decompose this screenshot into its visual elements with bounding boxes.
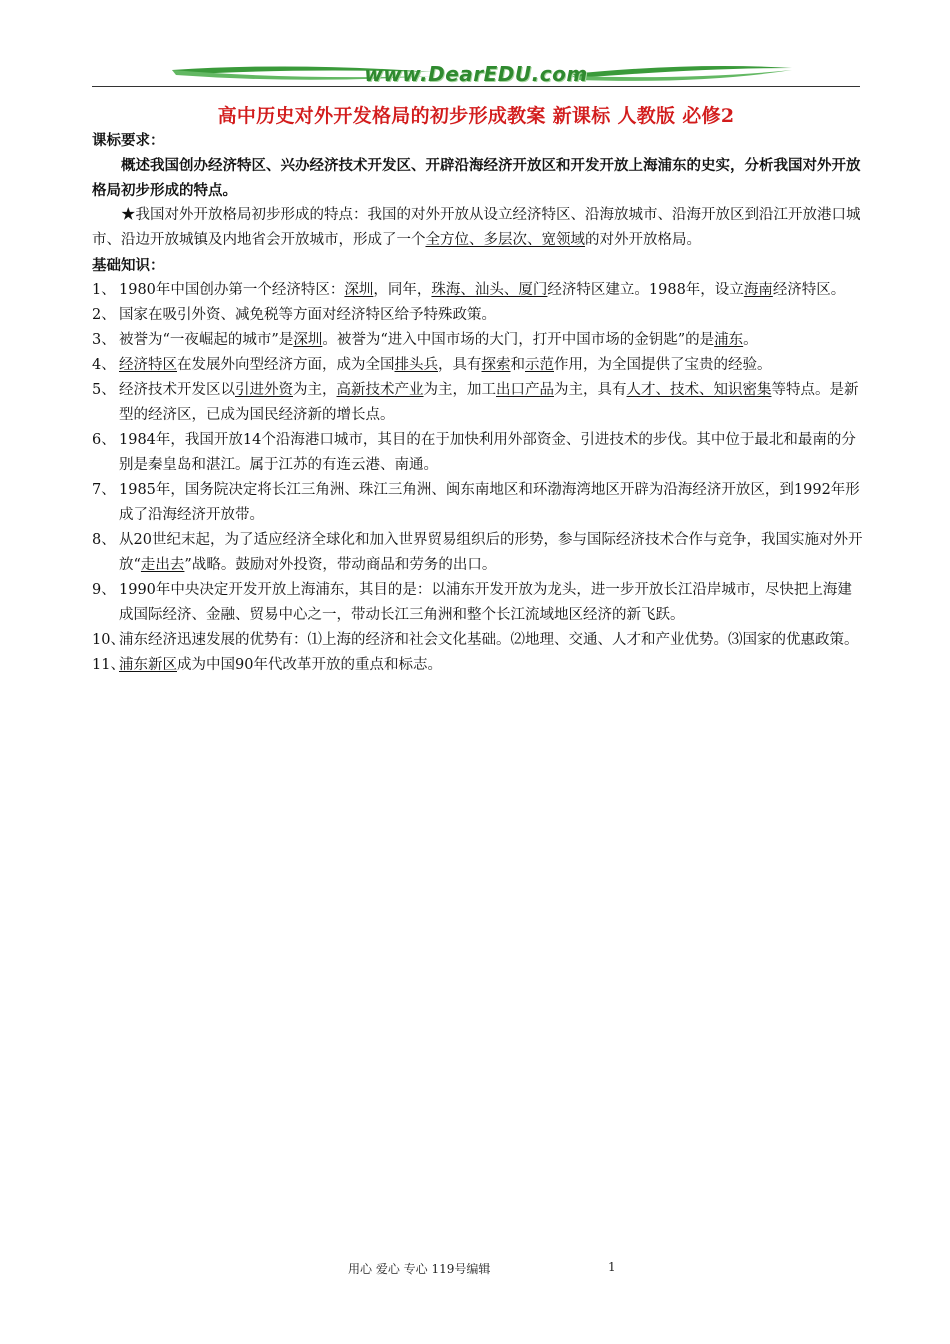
requirements-paragraph: 概述我国创办经济特区、兴办经济技术开发区、开辟沿海经济开放区和开发开放上海浦东的史实，分析我国对外开放格局初步形成的特点。 (92, 157, 861, 199)
features-text: ★我国对外开放格局初步形成的特点：我国的对外开放从设立经济特区、沿海放城市、沿海开放区到沿江开放港口城市、沿边开放城镇及内地省会开放城市，形成了一个 (92, 207, 861, 248)
features-paragraph (92, 203, 864, 253)
list-item: 11、 浦东新区成为中国90年代改革开放的重点和标志。 (92, 653, 864, 678)
header-rule (92, 86, 860, 87)
document-body (92, 128, 864, 678)
list-item: 2、 国家在吸引外资、减免税等方面对经济特区给予特殊政策。 (92, 303, 864, 328)
list-item: 6、 1984年，我国开放14个沿海港口城市，其目的在于加快利用外部资金、引进技术的步伐。其中位于最北和最南的分别是秦皇岛和湛江。属于江苏的有连云港、南通。 (92, 428, 864, 478)
item-number: 4、 (92, 357, 116, 373)
item-number: 8、 (92, 532, 116, 548)
features-underline: 全方位、多层次、宽领域 (425, 232, 585, 248)
item-number: 5、 (92, 382, 116, 398)
footer-text: 用心 爱心 专心 119号编辑 (348, 1262, 491, 1276)
item-number: 10、 (92, 632, 125, 648)
banner-text: www.DearEDU.com (364, 62, 588, 86)
item-number: 9、 (92, 582, 116, 598)
page-title: 高中历史对外开发格局的初步形成教案 新课标 人教版 必修2 (217, 105, 735, 127)
list-item: 7、 1985年，国务院决定将长江三角洲、珠江三角洲、闽东南地区和环渤海湾地区开辟为沿海经济开放区，到1992年形成了沿海经济开放带。 (92, 478, 864, 528)
list-item: 5、 经济技术开发区以引进外资为主，高新技术产业为主，加工出口产品为主，具有人才、技术、知识密集等特点。是新型的经济区，已成为国民经济新的增长点。 (92, 378, 864, 428)
features-text-end: 的对外开放格局。 (585, 232, 701, 248)
item-number: 3、 (92, 332, 116, 348)
list-item: 9、 1990年中央决定开发开放上海浦东，其目的是：以浦东开发开放为龙头，进一步开放长江沿岸城市，尽快把上海建成国际经济、金融、贸易中心之一，带动长江三角洲和整个长江流域地区经济的新飞跃。 (92, 578, 864, 628)
list-item: 10、 浦东经济迅速发展的优势有：⑴上海的经济和社会文化基础。⑵地理、交通、人才和产业优势。⑶国家的优惠政策。 (92, 628, 864, 653)
list-item: 4、 经济特区在发展外向型经济方面，成为全国排头兵，具有探索和示范作用，为全国提供了宝贵的经验。 (92, 353, 864, 378)
list-item: 8、 从20世纪末起，为了适应经济全球化和加入世界贸易组织后的形势，参与国际经济技术合作与竞争，我国实施对外开放“走出去”战略。鼓励对外投资，带动商品和劳务的出口。 (92, 528, 864, 578)
page-number: 1 (608, 1260, 616, 1274)
item-number: 11、 (92, 657, 125, 673)
item-number: 6、 (92, 432, 116, 448)
item-number: 2、 (92, 307, 116, 323)
section-heading-basics: 基础知识： (92, 257, 165, 274)
section-heading-requirements: 课标要求： (92, 132, 165, 149)
item-number: 7、 (92, 482, 116, 498)
knowledge-list (92, 278, 864, 678)
list-item: 3、 被誉为“一夜崛起的城市”是深圳。被誉为“进入中国市场的大门，打开中国市场的金钥匙”的是浦东。 (92, 328, 864, 353)
list-item: 1、 1980年中国创办第一个经济特区：深圳，同年，珠海、汕头、厦门经济特区建立。1988年，设立海南经济特区。 (92, 278, 864, 303)
item-number: 1、 (92, 282, 116, 298)
